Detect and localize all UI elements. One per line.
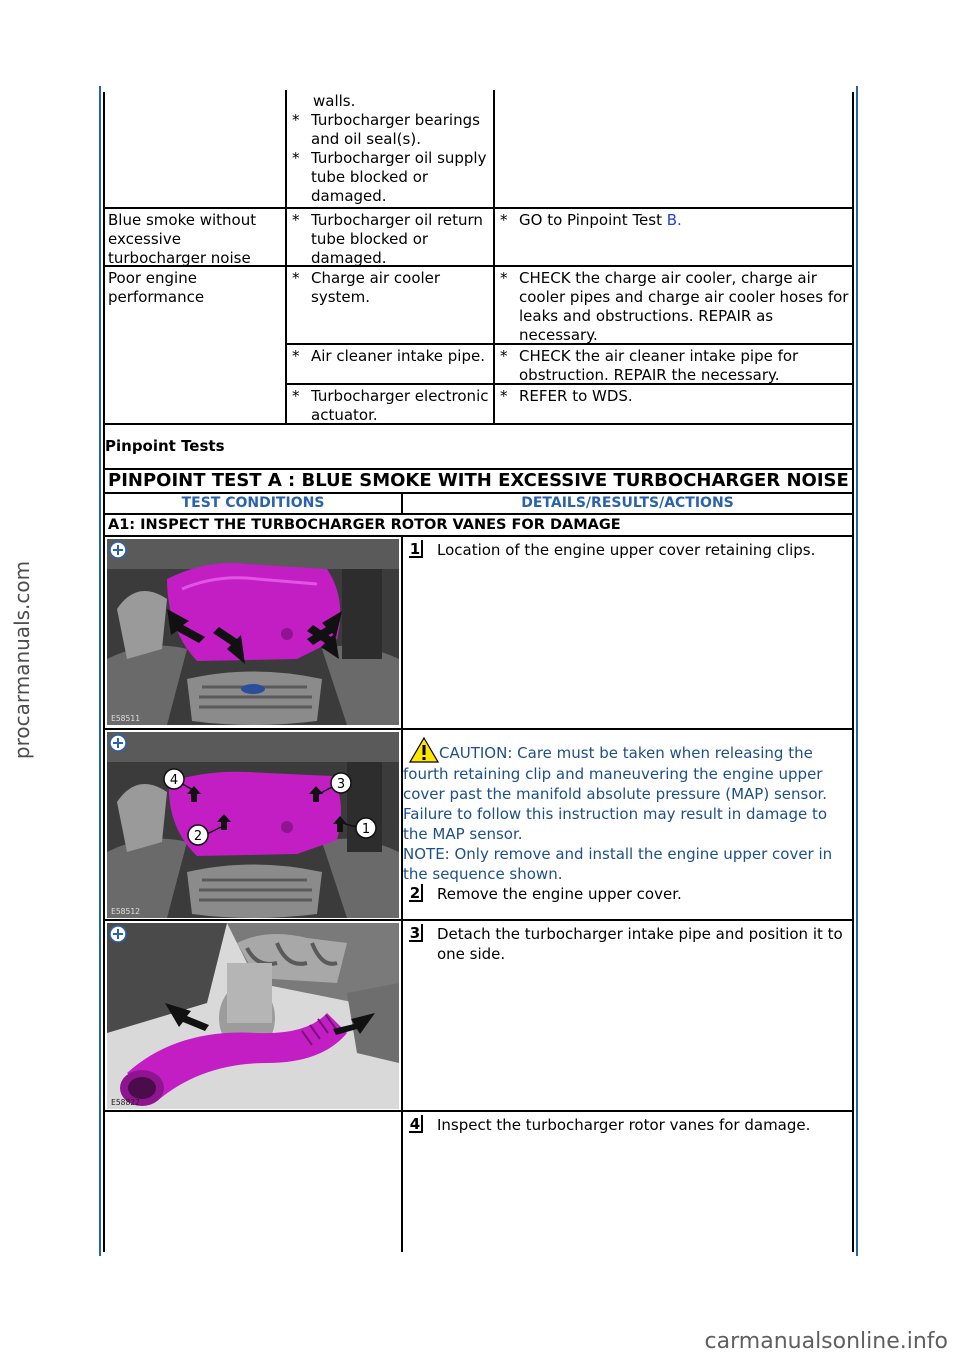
cause-cell	[285, 209, 493, 265]
symptom-row	[105, 90, 853, 209]
image-cell	[105, 730, 401, 919]
symptom-row	[105, 209, 853, 267]
cause-item: * Turbocharger oil return tube blocked or damaged.	[292, 211, 483, 267]
cause-continued: walls.	[313, 92, 356, 110]
cause-item: * Turbocharger oil supply tube blocked or damaged.	[292, 149, 487, 205]
action-cell	[401, 730, 852, 919]
action-item: * GO to Pinpoint Test B.	[500, 211, 682, 229]
caution-block: CAUTION: Care must be taken when releasing the fourth retaining clip and maneuvering the engine upper cover past the manifold absolute pressure (MAP) sensor. Failure to follow this instruction may result in damage to the MAP sensor.	[403, 730, 852, 844]
frame-border-left	[99, 86, 101, 1256]
step-text: Detach the turbocharger intake pipe and position it to one side.	[437, 925, 843, 963]
zoom-icon[interactable]	[109, 734, 127, 752]
action-cell	[493, 385, 853, 423]
frame-border-right	[856, 86, 858, 1256]
symptom-subrow	[285, 267, 853, 345]
pinpoint-step-row	[103, 1112, 854, 1252]
svg-text:E58512: E58512	[111, 907, 140, 916]
action-cell	[493, 345, 853, 383]
image-cell	[105, 537, 401, 728]
action-cell	[493, 90, 853, 207]
pinpoint-b-link[interactable]: B.	[666, 211, 682, 229]
engine-cover-clips-photo	[107, 539, 399, 725]
cause-cell	[285, 90, 493, 207]
step-line	[403, 1112, 852, 1135]
step-text: Inspect the turbocharger rotor vanes for damage.	[437, 1116, 811, 1134]
cause-cell	[285, 345, 493, 383]
side-watermark: procarmanuals.com	[10, 560, 34, 760]
action-item: * REFER to WDS.	[500, 387, 633, 405]
step-number: 2	[409, 884, 423, 902]
note-text: NOTE: Only remove and install the engine upper cover in the sequence shown.	[403, 845, 833, 883]
warning-icon	[409, 736, 439, 764]
symptom-cell	[105, 90, 285, 207]
action-cell	[401, 921, 852, 1110]
step-number: 4	[409, 1115, 423, 1133]
symptom-subrow	[285, 385, 853, 425]
action-item: * CHECK the charge air cooler, charge air cooler pipes and charge air cooler hoses for leaks and obstructions. REPAIR as necessary.	[500, 269, 849, 344]
image-cell	[105, 921, 401, 1110]
symptom-cell: Blue smoke without excessive turbocharger noise	[108, 211, 257, 267]
svg-text:E58822: E58822	[111, 1098, 140, 1107]
step-heading: A1: INSPECT THE TURBOCHARGER ROTOR VANES FOR DAMAGE	[103, 515, 854, 537]
action-cell	[401, 537, 852, 728]
pinpoint-title-row	[103, 468, 854, 494]
step-text: Remove the engine upper cover.	[437, 885, 682, 903]
header-details: DETAILS/RESULTS/ACTIONS	[401, 493, 852, 513]
symptom-subrow	[285, 345, 853, 385]
header-test-conditions: TEST CONDITIONS	[181, 495, 325, 511]
turbo-intake-pipe-photo	[107, 923, 399, 1109]
bottom-watermark: carmanualsonline.info	[704, 1329, 948, 1354]
pinpoint-step-row	[103, 730, 854, 921]
pinpoint-title: PINPOINT TEST A : BLUE SMOKE WITH EXCESSIVE TURBOCHARGER NOISE	[108, 470, 849, 491]
step-number: 1	[409, 540, 423, 558]
cause-item: * Air cleaner intake pipe.	[292, 347, 485, 365]
cause-item: * Charge air cooler system.	[292, 269, 441, 306]
action-cell	[493, 209, 853, 265]
step-line	[403, 884, 852, 904]
svg-text:1: 1	[361, 822, 371, 837]
action-cell	[493, 267, 853, 343]
engine-cover-sequence-photo	[107, 732, 399, 918]
symptom-cell: Poor engine performance	[105, 267, 285, 425]
pinpoint-step-row	[103, 921, 854, 1112]
step-line	[403, 921, 852, 964]
pinpoint-header	[103, 493, 854, 515]
svg-text:2: 2	[193, 829, 203, 844]
cause-item: * Turbocharger bearings and oil seal(s).	[292, 111, 480, 148]
cause-item: * Turbocharger electronic actuator.	[292, 387, 489, 424]
step-number: 3	[409, 924, 423, 942]
pinpoint-step-row	[103, 537, 854, 730]
zoom-icon[interactable]	[109, 925, 127, 943]
cause-cell	[285, 385, 493, 423]
section-heading: Pinpoint Tests	[105, 437, 225, 455]
svg-text:3: 3	[336, 777, 346, 792]
image-cell	[105, 1112, 401, 1252]
cause-cell	[285, 267, 493, 343]
step-line	[403, 537, 852, 560]
action-cell	[401, 1112, 852, 1252]
svg-text:4: 4	[169, 773, 179, 788]
svg-text:E58511: E58511	[111, 714, 140, 723]
action-item: * CHECK the air cleaner intake pipe for obstruction. REPAIR the necessary.	[500, 347, 799, 384]
step-text: Location of the engine upper cover retaining clips.	[437, 541, 816, 559]
zoom-icon[interactable]	[109, 541, 127, 559]
